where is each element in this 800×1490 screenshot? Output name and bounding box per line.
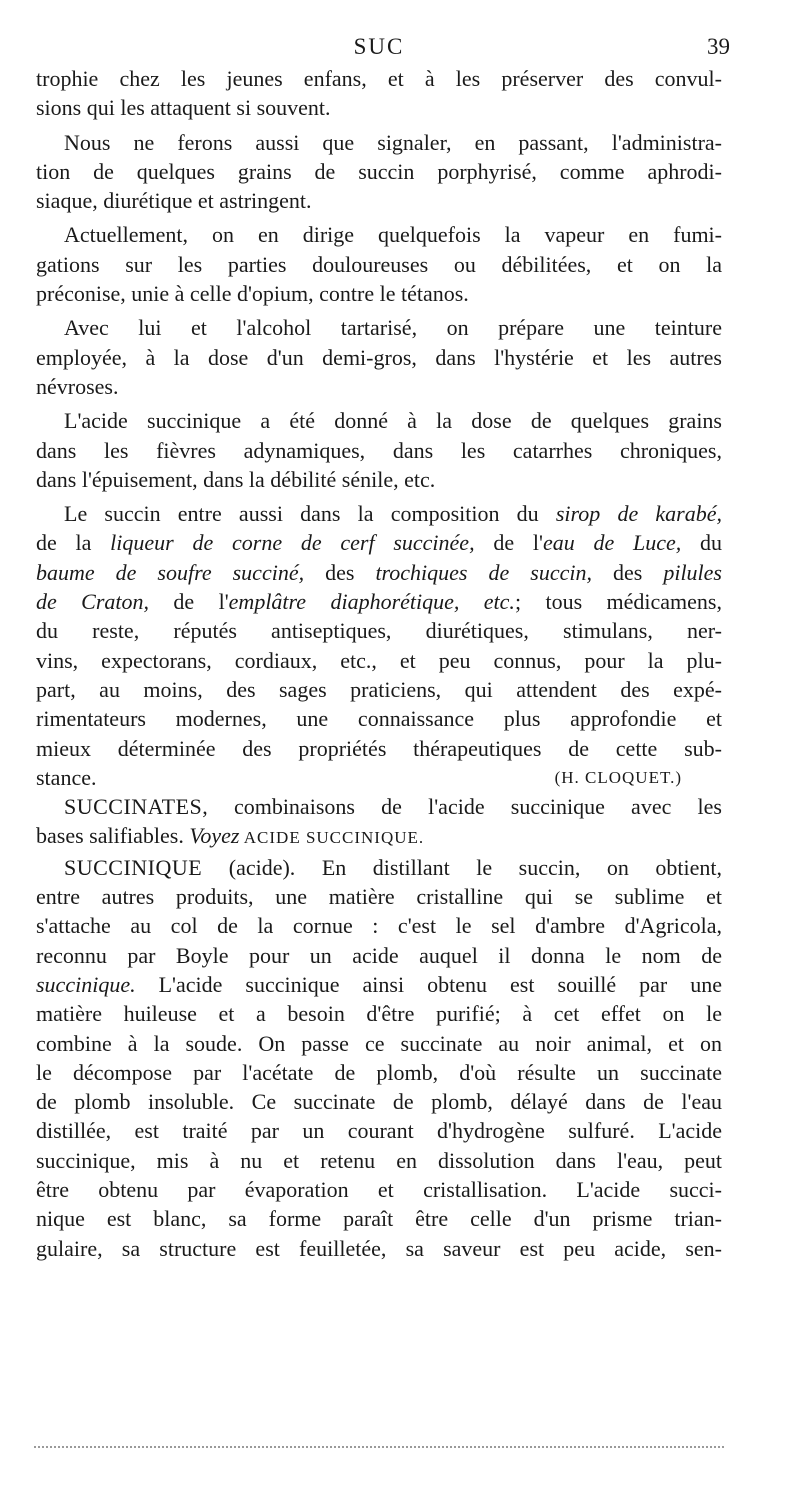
italic-title: pilules <box>663 559 722 585</box>
text-run: des <box>591 559 664 585</box>
text-line: siaque, diurétique et astringent. <box>36 188 312 214</box>
text-run: de l' <box>149 589 229 615</box>
text-line: reconnu par Boyle pour un acide auquel il donna le nom de <box>36 942 722 968</box>
text-line: nique est blanc, sa forme paraît être celle d'un prisme trian- <box>36 1206 722 1232</box>
text-line: sions qui les attaquent si souvent. <box>36 95 331 121</box>
text-line: le décompose par l'acétate de plomb, d'où résulte un succinate <box>36 1059 722 1085</box>
italic-title: liqueur de corne de cerf succinée, <box>110 530 475 556</box>
text-run: stance. <box>36 764 97 790</box>
text-line: trophie chez les jeunes enfans, et à les préserver des convul- <box>36 66 722 91</box>
book-page <box>36 30 730 1263</box>
text-run: ; tous médicamens, <box>514 589 722 615</box>
author-signature: (H. CLOQUET.) <box>554 767 682 787</box>
text-line: distillée, est traité par un courant d'hydrogène sulfuré. L'acide <box>36 1118 722 1144</box>
running-head: SUC <box>353 34 405 59</box>
text-run: bases salifiables. <box>36 823 190 849</box>
scan-noise-line <box>34 1446 724 1448</box>
text-line <box>36 499 722 528</box>
text-line: gulaire, sa structure est feuilletée, sa saveur est peu acide, sen- <box>36 1235 722 1261</box>
text-line <box>36 792 722 821</box>
italic-title: baume de soufre succiné, <box>36 559 305 585</box>
text-line <box>36 853 722 882</box>
text-line: s'attache au col de la cornue : c'est le sel d'ambre d'Agricola, <box>36 913 722 939</box>
text-line: tion de quelques grains de succin porphyrisé, comme aphrodi- <box>36 158 722 184</box>
italic-title: eau de Luce, <box>542 530 682 556</box>
text-line: L'acide succinique a été donné à la dose de quelques grains <box>64 408 722 434</box>
cross-reference-target: ACIDE SUCCINIQUE. <box>239 828 425 848</box>
text-run: de l' <box>474 530 543 556</box>
body-text <box>36 64 722 1263</box>
text-run: (acide). En distillant le succin, on obtient, <box>202 854 722 880</box>
text-line: combine à la soude. On passe ce succinate au noir animal, et on <box>36 1030 722 1056</box>
text-line <box>36 558 722 587</box>
italic-title: emplâtre diaphorétique, etc. <box>228 589 515 615</box>
entry-headword: SUCCINIQUE <box>64 854 203 880</box>
text-run: Le succin entre aussi dans la composition du <box>64 501 556 527</box>
text-line <box>36 763 722 792</box>
text-line <box>36 970 722 999</box>
text-line: vins, expectorans, cordiaux, etc., et peu connus, pour la plu- <box>36 647 722 673</box>
text-run: de la <box>36 530 111 556</box>
text-line: Nous ne ferons aussi que signaler, en passant, l'administra- <box>64 129 722 155</box>
text-line <box>36 528 722 557</box>
text-line: matière huileuse et a besoin d'être purifié; à cet effet on le <box>36 1001 722 1027</box>
text-line: part, au moins, des sages praticiens, qui attendent des expé- <box>36 676 722 702</box>
text-line: employée, à la dose d'un demi-gros, dans l'hystérie et les autres <box>36 344 722 370</box>
entry-headword: SUCCINATES <box>64 794 203 820</box>
italic-term: succinique. <box>36 971 136 997</box>
text-line: névroses. <box>36 373 119 399</box>
text-line: Actuellement, on en dirige quelquefois la vapeur en fumi- <box>64 222 722 248</box>
italic-title: sirop de karabé, <box>555 501 722 527</box>
page-number: 39 <box>707 34 730 59</box>
text-line: du reste, réputés antiseptiques, diurétiques, stimulans, ner- <box>36 618 722 644</box>
text-line: succinique, mis à nu et retenu en dissolution dans l'eau, peut <box>36 1147 722 1173</box>
text-run: , combinaisons de l'acide succinique avec les <box>202 794 722 820</box>
text-line: entre autres produits, une matière cristalline qui se sublime et <box>36 884 722 910</box>
italic-title: de Craton, <box>36 589 150 615</box>
text-line: de plomb insoluble. Ce succinate de plomb, délayé dans de l'eau <box>36 1089 722 1115</box>
text-line: mieux déterminée des propriétés thérapeutiques de cette sub- <box>36 735 722 761</box>
text-run: L'acide succinique ainsi obtenu est souillé par une <box>135 971 722 997</box>
text-run: des <box>304 559 376 585</box>
text-line: dans l'épuisement, dans la débilité sénile, etc. <box>36 466 436 492</box>
text-line: rimentateurs modernes, une connaissance plus approfondie et <box>36 706 722 732</box>
text-line <box>36 587 722 616</box>
text-run: du <box>681 530 723 556</box>
text-line: préconise, unie à celle d'opium, contre le tétanos. <box>36 281 469 307</box>
text-line: gations sur les parties douloureuses ou débilitées, et on la <box>36 251 722 277</box>
text-line: être obtenu par évaporation et cristallisation. L'acide succi- <box>36 1176 722 1202</box>
text-line <box>36 821 722 852</box>
text-line: Avec lui et l'alcohol tartarisé, on prépare une teinture <box>64 315 722 341</box>
italic-title: trochiques de succin, <box>375 559 592 585</box>
cross-reference-label: Voyez <box>189 823 240 849</box>
text-line: dans les fièvres adynamiques, dans les catarrhes chroniques, <box>36 437 722 463</box>
page-header <box>36 30 730 64</box>
